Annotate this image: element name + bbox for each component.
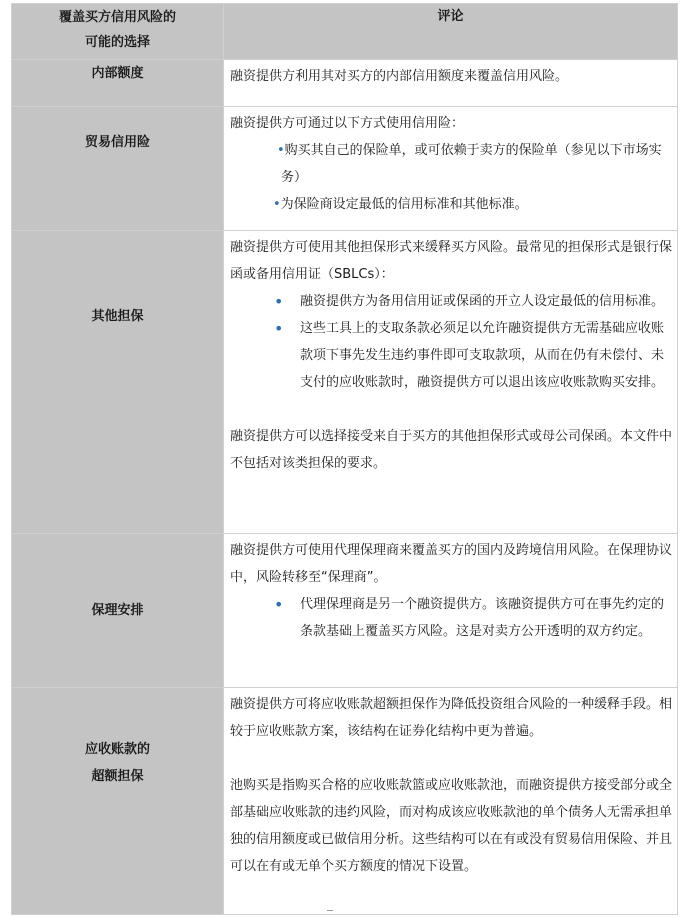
row-comment-cell <box>224 534 678 688</box>
row-label-receivables-line2: 超额担保 <box>91 769 144 784</box>
bullet-item <box>230 137 673 191</box>
bullet-dot-icon: • <box>273 197 281 212</box>
bullet-item <box>230 191 673 218</box>
table-row-other-guarantee <box>12 231 678 534</box>
row-label-cell <box>12 231 224 534</box>
page-mark <box>327 910 333 915</box>
comment-intro: 融资提供方可使用其他担保形式来缓释买方风险。最常见的担保形式是银行保函或备用信用证（SBLCs）： <box>230 240 673 282</box>
row-comment-cell <box>224 60 678 107</box>
header-options-cell <box>12 4 224 60</box>
comment-paragraph: 融资提供方可将应收账款超额担保作为降低投资组合风险的一种缓释手段。相较于应收账款方案，该结构在证券化结构中更为普遍。 <box>230 697 673 739</box>
table-row-internal-limit <box>12 60 678 107</box>
comment-intro: 融资提供方可通过以下方式使用信用险： <box>230 116 465 131</box>
row-comment-cell <box>224 231 678 534</box>
row-label-cell <box>12 60 224 107</box>
bullet-item: • 这些工具上的支取条款必须足以允许融资提供方无需基础应收账款项下事先发生违约事件即可支取款项，从而在仍有未偿付、未支付的应收账款时，融资提供方可以退出该应收账款购买安排。 <box>230 315 673 396</box>
comment-outro: 融资提供方可以选择接受来自于买方的其他担保形式或母公司保函。本文件中不包括对该类担保的要求。 <box>230 429 673 471</box>
comment-intro: 融资提供方可使用代理保理商来覆盖买方的国内及跨境信用风险。在保理协议中，风险转移至“保理商”。 <box>230 543 673 585</box>
bullet-text: 购买其自己的保险单，或可依赖于卖方的保险单（参见以下市场实务） <box>281 143 662 185</box>
comment-paragraph: 融资提供方利用其对买方的内部信用额度来覆盖信用风险。 <box>230 69 569 84</box>
bullet-list <box>230 591 673 645</box>
row-label-cell <box>12 107 224 231</box>
bullet-list <box>230 288 673 396</box>
credit-risk-options-table <box>11 3 678 915</box>
table-header-row <box>12 4 678 60</box>
row-label-cell <box>12 534 224 688</box>
row-comment-cell <box>224 107 678 231</box>
row-label-receivables-line1: 应收账款的 <box>84 742 150 757</box>
row-label-other-guarantee: 其他担保 <box>91 309 144 324</box>
table-row-receivables-overcollateral <box>12 688 678 915</box>
row-label-internal-limit: 内部额度 <box>91 66 144 81</box>
row-label-trade-credit-insurance: 贸易信用险 <box>84 135 150 150</box>
header-options-line2: 可能的选择 <box>84 35 150 50</box>
bullet-item: • 代理保理商是另一个融资提供方。该融资提供方可在事先约定的条款基础上覆盖买方风险。这是对卖方公开透明的双方约定。 <box>230 591 673 645</box>
row-comment-cell <box>224 688 678 915</box>
table-row-trade-credit-insurance <box>12 107 678 231</box>
header-comment-label: 评论 <box>437 9 464 24</box>
table-row-factoring <box>12 534 678 688</box>
bullet-text: 为保险商设定最低的信用标准和其他标准。 <box>280 197 528 212</box>
header-comment-cell <box>224 4 678 60</box>
row-label-factoring: 保理安排 <box>91 603 144 618</box>
comment-paragraph: 池购买是指购买合格的应收账款篮或应收账款池，而融资提供方接受部分或全部基础应收账款的违约风险，而对构成该应收账款池的单个债务人无需承担单独的信用额度或已做信用分析。这些结构可以在有或没有贸易信用保险、并且可以在有或无单个买方额度的情况下设置。 <box>230 778 673 874</box>
row-label-cell <box>12 688 224 915</box>
header-options-line1: 覆盖买方信用风险的 <box>58 10 176 25</box>
bullet-dot-icon: • <box>277 143 285 158</box>
bullet-item: • 融资提供方为备用信用证或保函的开立人设定最低的信用标准。 <box>230 288 673 315</box>
